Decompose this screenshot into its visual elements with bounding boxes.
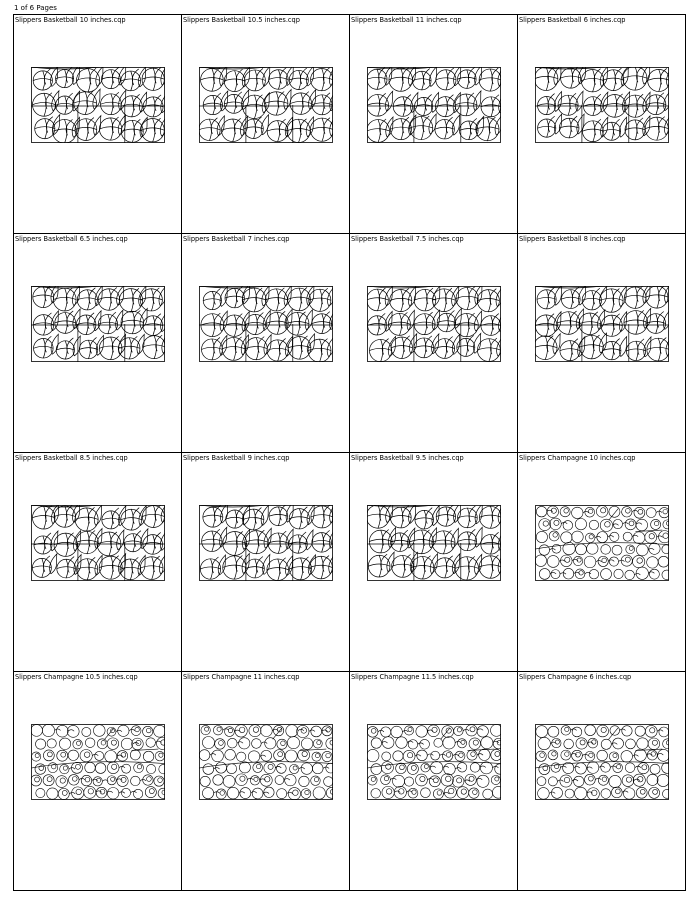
file-cell[interactable] xyxy=(350,234,518,453)
pattern-thumbnail[interactable] xyxy=(367,67,501,143)
pattern-thumbnail[interactable] xyxy=(535,67,669,143)
pattern-thumbnail[interactable] xyxy=(367,286,501,362)
basketball-pattern-drawing xyxy=(31,286,165,362)
file-cell[interactable] xyxy=(350,15,518,234)
pattern-thumbnail[interactable] xyxy=(535,286,669,362)
champagne-pattern-drawing xyxy=(535,505,669,581)
file-cell[interactable] xyxy=(14,234,182,453)
file-name: Slippers Basketball 10.5 inches.cqp xyxy=(183,16,300,24)
pattern-thumbnail[interactable] xyxy=(31,286,165,362)
pattern-thumbnail[interactable] xyxy=(199,286,333,362)
file-cell[interactable] xyxy=(350,672,518,891)
pattern-thumbnail[interactable] xyxy=(367,724,501,800)
thumbnail-grid xyxy=(13,14,686,891)
basketball-pattern-drawing xyxy=(199,505,333,581)
file-cell[interactable] xyxy=(14,15,182,234)
file-cell[interactable] xyxy=(182,234,350,453)
basketball-pattern-drawing xyxy=(199,67,333,143)
pattern-thumbnail[interactable] xyxy=(31,724,165,800)
file-name: Slippers Basketball 8 inches.cqp xyxy=(519,235,626,243)
file-name: Slippers Champagne 10.5 inches.cqp xyxy=(15,673,138,681)
file-cell[interactable] xyxy=(518,15,686,234)
pattern-thumbnail[interactable] xyxy=(199,67,333,143)
pattern-thumbnail[interactable] xyxy=(31,67,165,143)
basketball-pattern-drawing xyxy=(31,505,165,581)
file-name: Slippers Champagne 6 inches.cqp xyxy=(519,673,632,681)
page-count-label: 1 of 6 Pages xyxy=(14,4,57,12)
file-cell[interactable] xyxy=(182,453,350,672)
file-name: Slippers Basketball 6 inches.cqp xyxy=(519,16,626,24)
file-name: Slippers Basketball 11 inches.cqp xyxy=(351,16,462,24)
file-name: Slippers Basketball 7 inches.cqp xyxy=(183,235,290,243)
file-cell[interactable] xyxy=(350,453,518,672)
file-name: Slippers Basketball 9 inches.cqp xyxy=(183,454,290,462)
file-cell[interactable] xyxy=(518,453,686,672)
basketball-pattern-drawing xyxy=(535,67,669,143)
basketball-pattern-drawing xyxy=(367,67,501,143)
file-name: Slippers Basketball 7.5 inches.cqp xyxy=(351,235,464,243)
pattern-thumbnail[interactable] xyxy=(535,505,669,581)
basketball-pattern-drawing xyxy=(199,286,333,362)
pattern-thumbnail[interactable] xyxy=(31,505,165,581)
pattern-thumbnail[interactable] xyxy=(535,724,669,800)
file-name: Slippers Basketball 6.5 inches.cqp xyxy=(15,235,128,243)
champagne-pattern-drawing xyxy=(367,724,501,800)
file-name: Slippers Champagne 10 inches.cqp xyxy=(519,454,636,462)
pattern-thumbnail[interactable] xyxy=(367,505,501,581)
file-name: Slippers Basketball 9.5 inches.cqp xyxy=(351,454,464,462)
file-name: Slippers Champagne 11 inches.cqp xyxy=(183,673,300,681)
basketball-pattern-drawing xyxy=(535,286,669,362)
file-cell[interactable] xyxy=(518,234,686,453)
pattern-thumbnail[interactable] xyxy=(199,724,333,800)
file-cell[interactable] xyxy=(182,672,350,891)
file-cell[interactable] xyxy=(14,672,182,891)
file-cell[interactable] xyxy=(518,672,686,891)
champagne-pattern-drawing xyxy=(199,724,333,800)
champagne-pattern-drawing xyxy=(535,724,669,800)
file-name: Slippers Basketball 8.5 inches.cqp xyxy=(15,454,128,462)
file-name: Slippers Basketball 10 inches.cqp xyxy=(15,16,126,24)
champagne-pattern-drawing xyxy=(31,724,165,800)
pattern-thumbnail[interactable] xyxy=(199,505,333,581)
basketball-pattern-drawing xyxy=(367,286,501,362)
file-cell[interactable] xyxy=(182,15,350,234)
basketball-pattern-drawing xyxy=(367,505,501,581)
file-name: Slippers Champagne 11.5 inches.cqp xyxy=(351,673,474,681)
basketball-pattern-drawing xyxy=(31,67,165,143)
file-cell[interactable] xyxy=(14,453,182,672)
